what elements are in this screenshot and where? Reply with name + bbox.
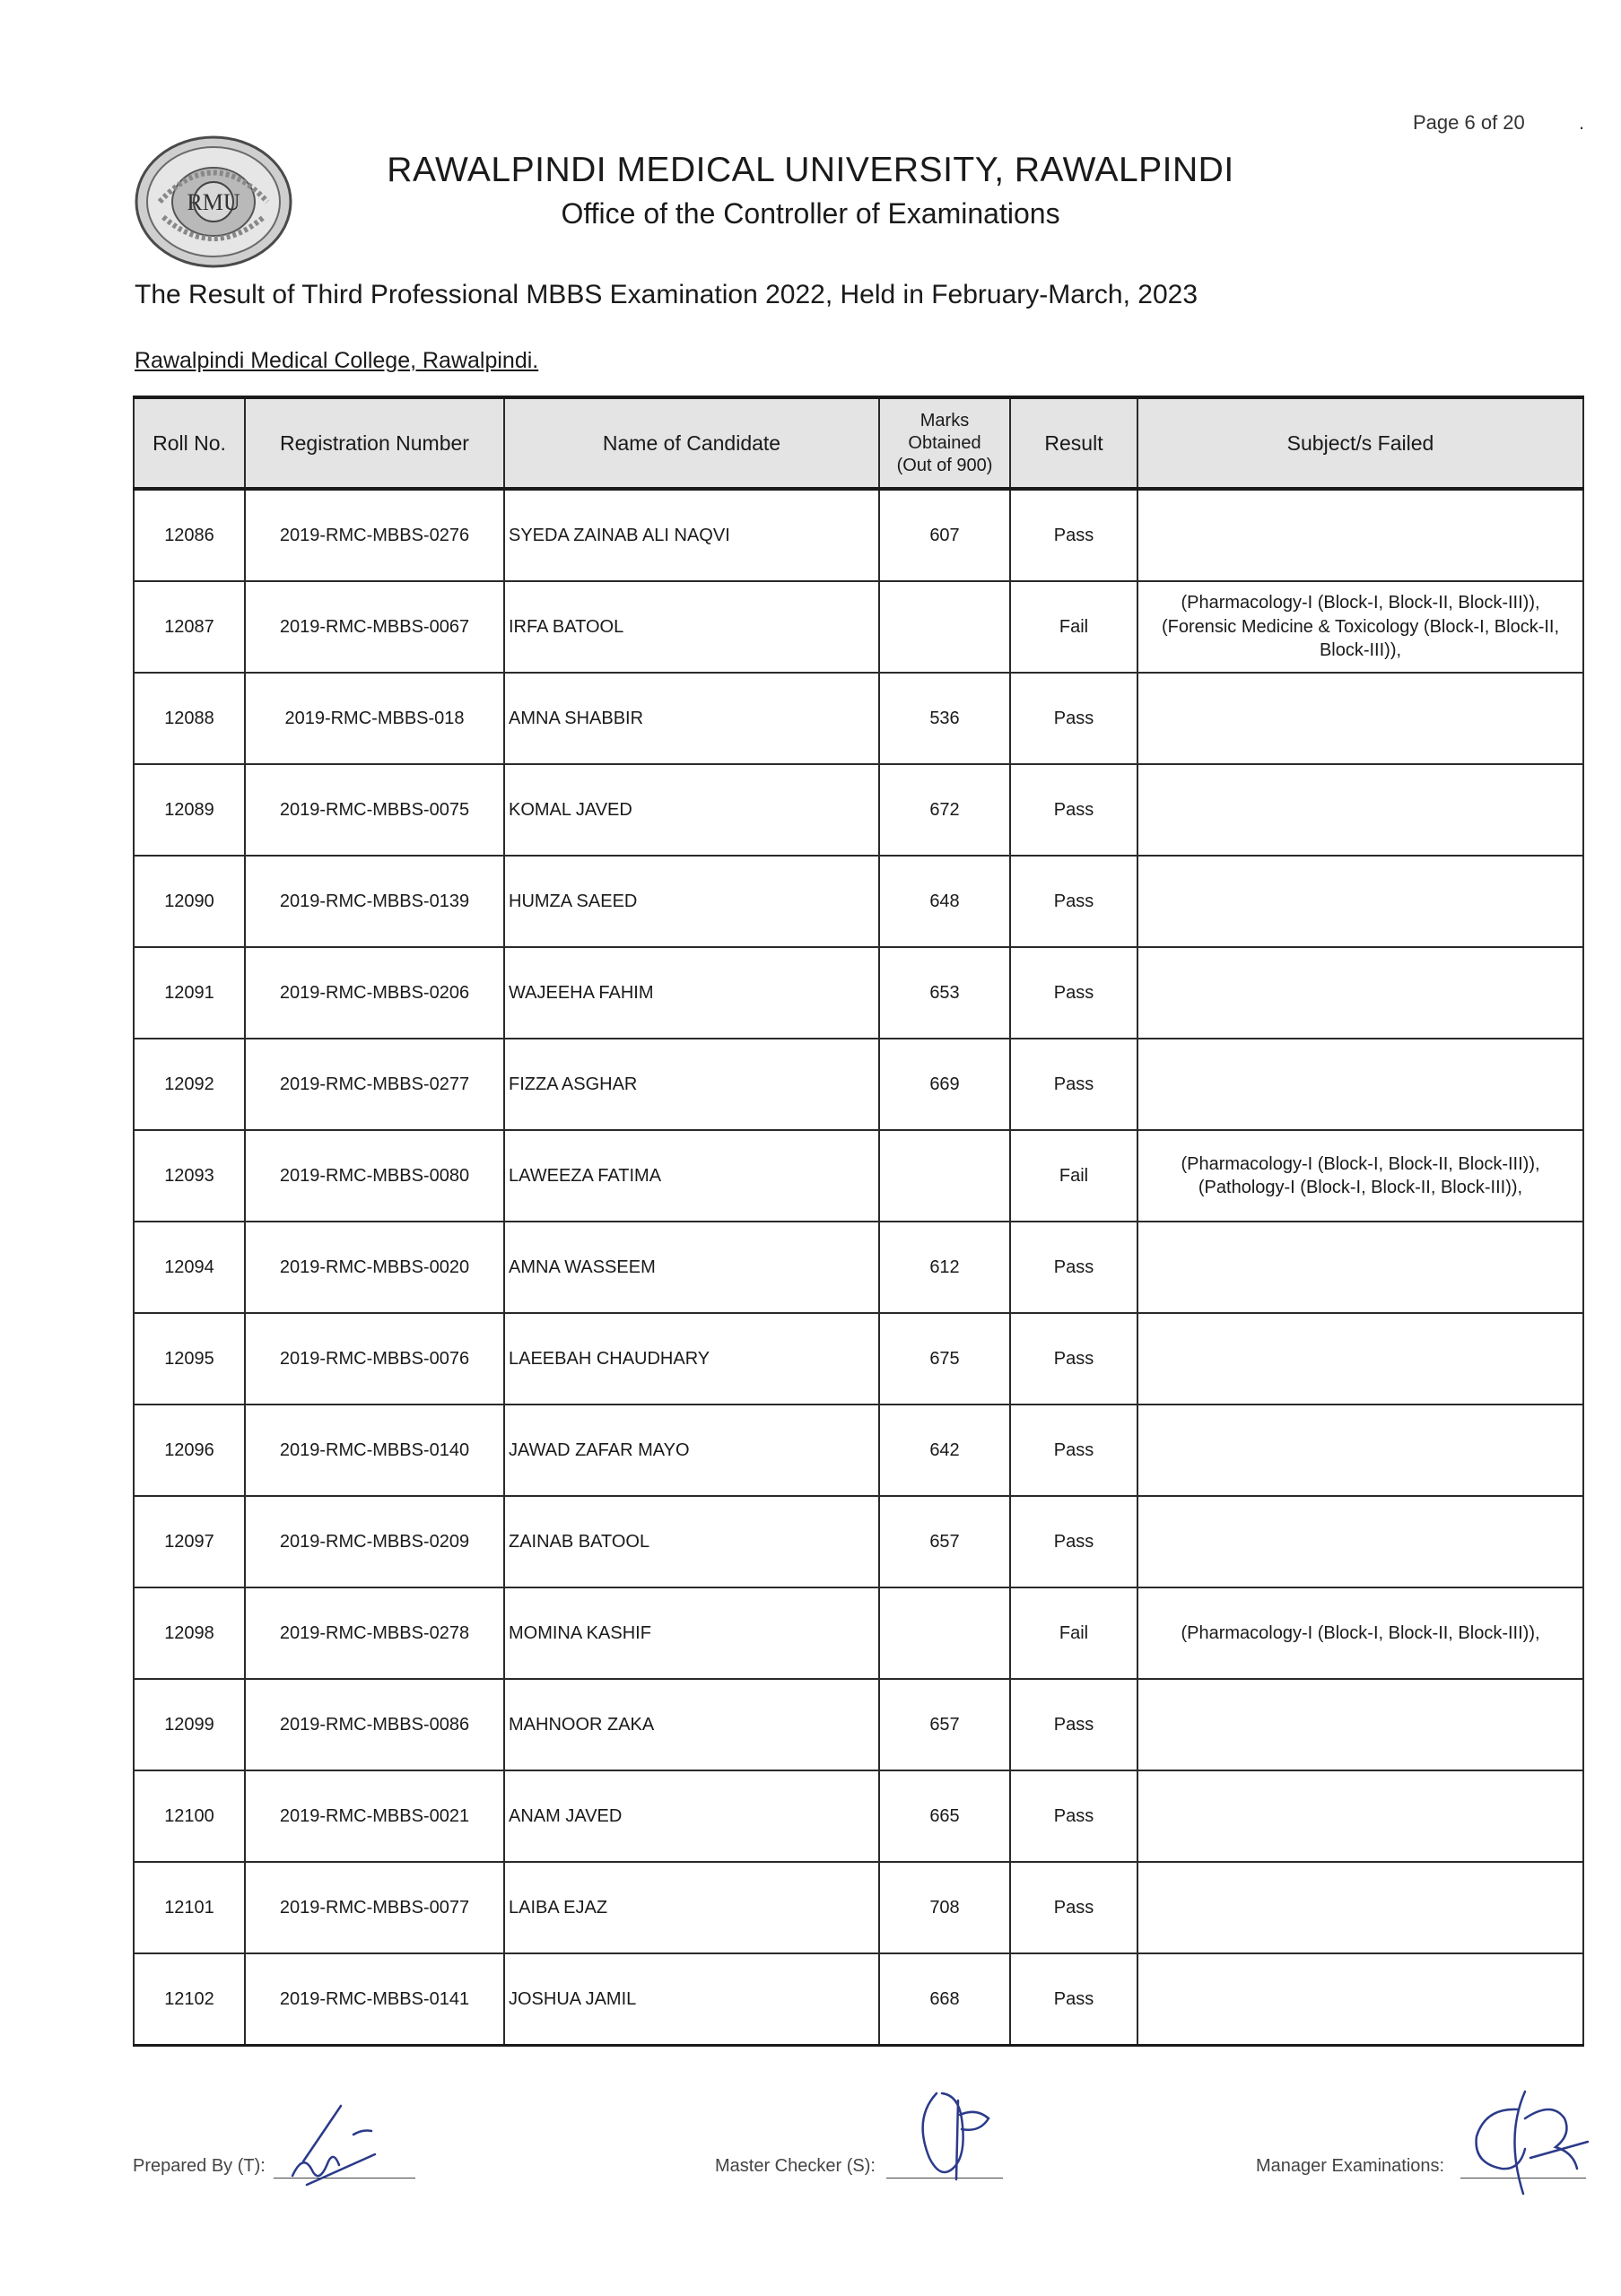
marks-cell: 675 xyxy=(879,1313,1010,1405)
registration-number-cell: 2019-RMC-MBBS-0206 xyxy=(245,947,504,1039)
registration-number-cell: 2019-RMC-MBBS-0140 xyxy=(245,1405,504,1496)
result-cell: Pass xyxy=(1010,1770,1137,1862)
prepared-by-signature xyxy=(285,2099,393,2206)
subjects-failed-cell xyxy=(1137,489,1583,581)
registration-number-cell: 2019-RMC-MBBS-0075 xyxy=(245,764,504,856)
registration-number-cell: 2019-RMC-MBBS-0141 xyxy=(245,1953,504,2046)
result-cell: Pass xyxy=(1010,1405,1137,1496)
candidate-name-cell: MAHNOOR ZAKA xyxy=(504,1679,879,1770)
roll-number-cell: 12097 xyxy=(134,1496,245,1587)
registration-number-cell: 2019-RMC-MBBS-0278 xyxy=(245,1587,504,1679)
header-candidate-name: Name of Candidate xyxy=(504,397,879,489)
table-row xyxy=(134,581,1583,673)
candidate-name-cell: JOSHUA JAMIL xyxy=(504,1953,879,2046)
subjects-failed-cell xyxy=(1137,1222,1583,1313)
roll-number-cell: 12092 xyxy=(134,1039,245,1130)
table-row xyxy=(134,1679,1583,1770)
candidate-name-cell: FIZZA ASGHAR xyxy=(504,1039,879,1130)
table-row xyxy=(134,673,1583,764)
seal-lettering: RMU xyxy=(187,189,240,215)
result-cell: Pass xyxy=(1010,1953,1137,2046)
table-row xyxy=(134,947,1583,1039)
candidate-name-cell: WAJEEHA FAHIM xyxy=(504,947,879,1039)
marks-cell xyxy=(879,1587,1010,1679)
registration-number-cell: 2019-RMC-MBBS-0209 xyxy=(245,1496,504,1587)
roll-number-cell: 12091 xyxy=(134,947,245,1039)
subjects-failed-cell: (Pharmacology-I (Block-I, Block-II, Block-III)), xyxy=(1137,1587,1583,1679)
subjects-failed-cell xyxy=(1137,1770,1583,1862)
registration-number-cell: 2019-RMC-MBBS-018 xyxy=(245,673,504,764)
table-row xyxy=(134,1953,1583,2046)
marks-cell: 642 xyxy=(879,1405,1010,1496)
header-marks-line2: Obtained xyxy=(908,432,981,453)
table-row xyxy=(134,1222,1583,1313)
marks-cell xyxy=(879,581,1010,673)
marks-cell: 607 xyxy=(879,489,1010,581)
registration-number-cell: 2019-RMC-MBBS-0021 xyxy=(245,1770,504,1862)
master-checker-label: Master Checker (S): xyxy=(715,2156,876,2176)
table-row xyxy=(134,1039,1583,1130)
header-registration-number: Registration Number xyxy=(245,397,504,489)
result-cell: Pass xyxy=(1010,856,1137,947)
roll-number-cell: 12087 xyxy=(134,581,245,673)
page-number: Page 6 of 20 xyxy=(1413,111,1525,134)
table-row xyxy=(134,489,1583,581)
header-roll-no: Roll No. xyxy=(134,397,245,489)
table-row xyxy=(134,764,1583,856)
candidate-name-cell: HUMZA SAEED xyxy=(504,856,879,947)
table-row xyxy=(134,1770,1583,1862)
subjects-failed-cell xyxy=(1137,947,1583,1039)
candidate-name-cell: KOMAL JAVED xyxy=(504,764,879,856)
subjects-failed-cell: (Pharmacology-I (Block-I, Block-II, Block-III)), (Forensic Medicine & Toxicology (Block-I, Block-II, Block-III)), xyxy=(1137,581,1583,673)
candidate-name-cell: LAEEBAH CHAUDHARY xyxy=(504,1313,879,1405)
result-cell: Fail xyxy=(1010,1130,1137,1222)
registration-number-cell: 2019-RMC-MBBS-0067 xyxy=(245,581,504,673)
candidate-name-cell: AMNA WASSEEM xyxy=(504,1222,879,1313)
roll-number-cell: 12100 xyxy=(134,1770,245,1862)
roll-number-cell: 12095 xyxy=(134,1313,245,1405)
header-marks-line1: Marks xyxy=(919,410,970,430)
marks-cell: 648 xyxy=(879,856,1010,947)
roll-number-cell: 12089 xyxy=(134,764,245,856)
page-mark: . xyxy=(1579,111,1585,134)
marks-cell: 536 xyxy=(879,673,1010,764)
marks-cell: 708 xyxy=(879,1862,1010,1953)
candidate-name-cell: ANAM JAVED xyxy=(504,1770,879,1862)
result-cell: Pass xyxy=(1010,673,1137,764)
result-cell: Fail xyxy=(1010,1587,1137,1679)
candidate-name-cell: LAWEEZA FATIMA xyxy=(504,1130,879,1222)
marks-cell: 612 xyxy=(879,1222,1010,1313)
roll-number-cell: 12093 xyxy=(134,1130,245,1222)
candidate-name-cell: ZAINAB BATOOL xyxy=(504,1496,879,1587)
result-cell: Pass xyxy=(1010,1222,1137,1313)
table-row xyxy=(134,856,1583,947)
marks-cell: 657 xyxy=(879,1679,1010,1770)
result-heading: The Result of Third Professional MBBS Examination 2022, Held in February-March, 2023 xyxy=(135,280,1198,309)
subjects-failed-cell xyxy=(1137,1405,1583,1496)
subjects-failed-cell xyxy=(1137,1039,1583,1130)
table-row xyxy=(134,1587,1583,1679)
subjects-failed-cell xyxy=(1137,673,1583,764)
candidate-name-cell: MOMINA KASHIF xyxy=(504,1587,879,1679)
roll-number-cell: 12094 xyxy=(134,1222,245,1313)
result-cell: Pass xyxy=(1010,1039,1137,1130)
candidate-name-cell: AMNA SHABBIR xyxy=(504,673,879,764)
registration-number-cell: 2019-RMC-MBBS-0086 xyxy=(245,1679,504,1770)
roll-number-cell: 12088 xyxy=(134,673,245,764)
registration-number-cell: 2019-RMC-MBBS-0139 xyxy=(245,856,504,947)
header-marks-obtained xyxy=(879,397,1010,489)
subjects-failed-cell xyxy=(1137,1953,1583,2046)
marks-cell: 653 xyxy=(879,947,1010,1039)
result-cell: Pass xyxy=(1010,947,1137,1039)
office-title: Office of the Controller of Examinations xyxy=(561,197,1060,230)
marks-cell xyxy=(879,1130,1010,1222)
table-row xyxy=(134,1405,1583,1496)
subjects-failed-cell xyxy=(1137,1862,1583,1953)
college-name: Rawalpindi Medical College, Rawalpindi. xyxy=(135,348,539,373)
result-cell: Pass xyxy=(1010,1313,1137,1405)
university-title: RAWALPINDI MEDICAL UNIVERSITY, RAWALPINDI xyxy=(387,151,1234,189)
roll-number-cell: 12086 xyxy=(134,489,245,581)
header-result: Result xyxy=(1010,397,1137,489)
header-marks-line3: (Out of 900) xyxy=(896,455,993,475)
table-row xyxy=(134,1313,1583,1405)
result-cell: Pass xyxy=(1010,1862,1137,1953)
registration-number-cell: 2019-RMC-MBBS-0077 xyxy=(245,1862,504,1953)
marks-cell: 665 xyxy=(879,1770,1010,1862)
roll-number-cell: 12099 xyxy=(134,1679,245,1770)
registration-number-cell: 2019-RMC-MBBS-0080 xyxy=(245,1130,504,1222)
registration-number-cell: 2019-RMC-MBBS-0277 xyxy=(245,1039,504,1130)
roll-number-cell: 12101 xyxy=(134,1862,245,1953)
roll-number-cell: 12102 xyxy=(134,1953,245,2046)
results-table xyxy=(133,396,1584,2047)
result-cell: Pass xyxy=(1010,1496,1137,1587)
roll-number-cell: 12096 xyxy=(134,1405,245,1496)
subjects-failed-cell xyxy=(1137,764,1583,856)
marks-cell: 668 xyxy=(879,1953,1010,2046)
roll-number-cell: 12090 xyxy=(134,856,245,947)
header-subjects-failed: Subject/s Failed xyxy=(1137,397,1583,489)
master-checker-signature xyxy=(904,2083,1012,2190)
table-row xyxy=(134,1496,1583,1587)
result-cell: Pass xyxy=(1010,1679,1137,1770)
candidate-name-cell: IRFA BATOOL xyxy=(504,581,879,673)
prepared-by-label: Prepared By (T): xyxy=(133,2156,266,2176)
registration-number-cell: 2019-RMC-MBBS-0076 xyxy=(245,1313,504,1405)
manager-signature xyxy=(1466,2083,1591,2199)
table-header-row xyxy=(134,397,1583,489)
marks-cell: 657 xyxy=(879,1496,1010,1587)
result-cell: Fail xyxy=(1010,581,1137,673)
marks-cell: 672 xyxy=(879,764,1010,856)
candidate-name-cell: LAIBA EJAZ xyxy=(504,1862,879,1953)
table-row xyxy=(134,1130,1583,1222)
subjects-failed-cell xyxy=(1137,1679,1583,1770)
candidate-name-cell: JAWAD ZAFAR MAYO xyxy=(504,1405,879,1496)
subjects-failed-cell xyxy=(1137,1496,1583,1587)
subjects-failed-cell: (Pharmacology-I (Block-I, Block-II, Block-III)), (Pathology-I (Block-I, Block-II, Block-III)), xyxy=(1137,1130,1583,1222)
result-cell: Pass xyxy=(1010,764,1137,856)
subjects-failed-cell xyxy=(1137,1313,1583,1405)
subjects-failed-cell xyxy=(1137,856,1583,947)
manager-examinations-label: Manager Examinations: xyxy=(1256,2156,1445,2176)
result-cell: Pass xyxy=(1010,489,1137,581)
table-row xyxy=(134,1862,1583,1953)
registration-number-cell: 2019-RMC-MBBS-0020 xyxy=(245,1222,504,1313)
roll-number-cell: 12098 xyxy=(134,1587,245,1679)
registration-number-cell: 2019-RMC-MBBS-0276 xyxy=(245,489,504,581)
marks-cell: 669 xyxy=(879,1039,1010,1130)
candidate-name-cell: SYEDA ZAINAB ALI NAQVI xyxy=(504,489,879,581)
